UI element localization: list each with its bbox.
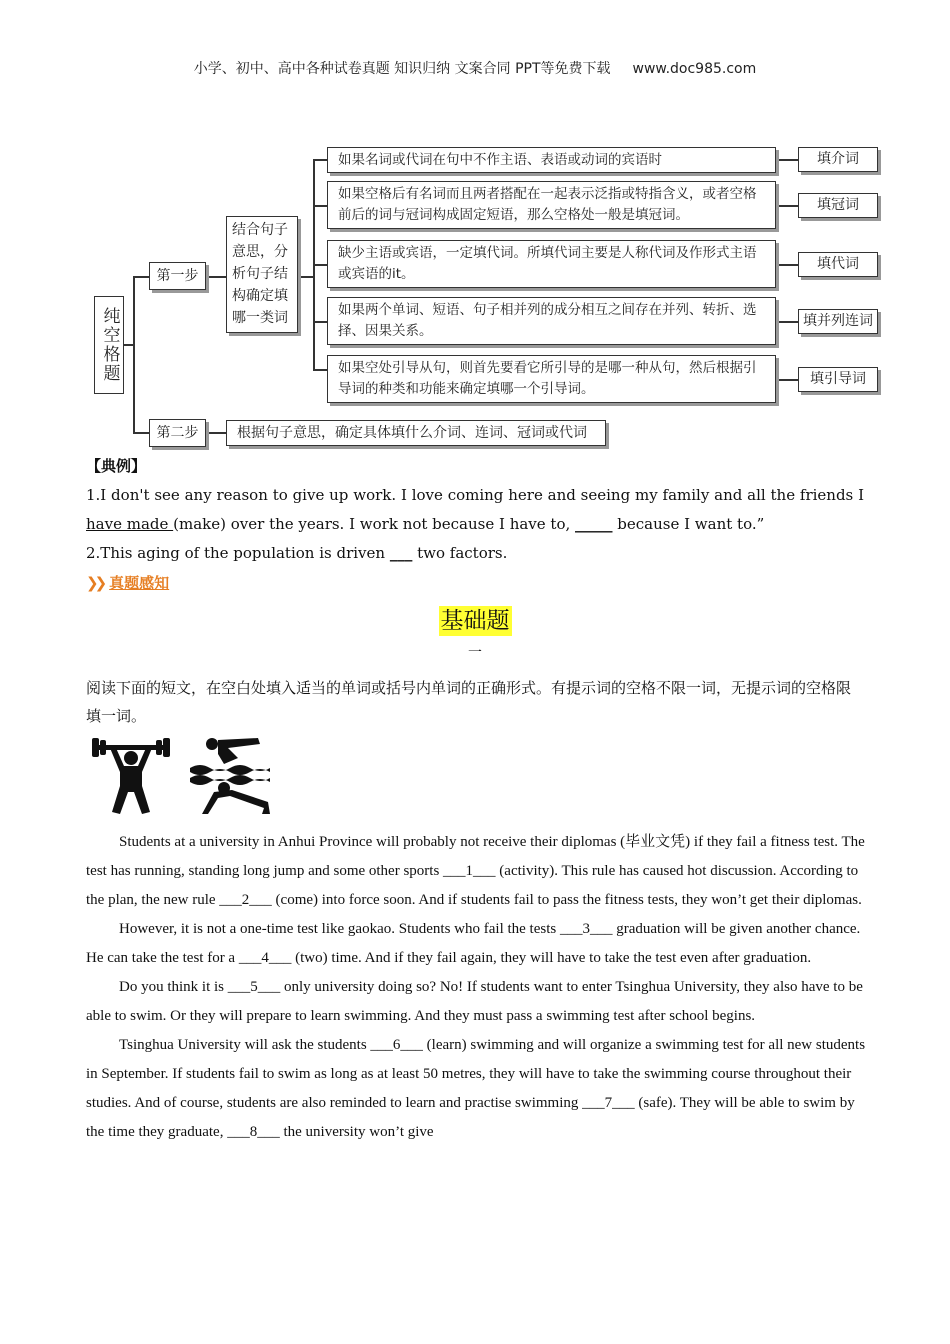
connector [313, 369, 327, 371]
example-2 [86, 539, 864, 568]
connector [298, 276, 314, 278]
example-1-text-b: (make) over the years. I work not because I have to, [173, 515, 576, 533]
real-questions-link[interactable] [86, 572, 169, 593]
connector [313, 264, 327, 266]
swimming-icon [188, 736, 278, 816]
connector [313, 321, 327, 323]
connector [206, 276, 226, 278]
rule-box-2: 如果空格后有名词而且两者搭配在一起表示泛指或特指含义，或者空格前后的词与冠词构成固定短语，那么空格处一般是填冠词。 [327, 181, 776, 229]
example-1-blank: _____ [575, 515, 613, 533]
tag-conjunction: 填并列连词 [798, 309, 878, 334]
step-two-text: 根据句子意思，确定具体填什么介词、连词、冠词或代词 [226, 420, 606, 446]
rule-box-1: 如果名词或代词在句中不作主语、表语或动词的宾语时 [327, 147, 776, 173]
header-text: 小学、初中、高中各种试卷真题 知识归纳 文案合同 PPT等免费下载 [193, 61, 611, 77]
paragraph-2: However, it is not a one-time test like gaokao. Students who fail the tests ___3___ graduation will be given another chance. He can take the test for a ___4___ (two) time. And if they fail again, they will have to take the test even after graduation. [86, 921, 861, 966]
connector [133, 432, 149, 434]
example-1-text-c: because I want to.” [612, 515, 765, 533]
tag-preposition: 填介词 [798, 147, 878, 172]
examples-heading: 【典例】 [86, 457, 147, 475]
examples-title [86, 452, 864, 481]
connector [776, 205, 798, 207]
connector [776, 379, 798, 381]
example-1-text: 1.I don't see any reason to give up work. I love coming here and seeing my family and all the friends I [86, 486, 864, 504]
step-one: 第一步 [149, 262, 206, 290]
rule-box-3: 缺少主语或宾语，一定填代词。所填代词主要是人称代词及作形式主语或宾语的it。 [327, 240, 776, 288]
section-number: 一 [468, 645, 482, 661]
rule-box-4: 如果两个单词、短语、句子相并列的成分相互之间存在并列、转折、选择、因果关系。 [327, 297, 776, 345]
connector [313, 159, 327, 161]
analysis-box: 结合句子意思，分析句子结构确定填哪一类词 [226, 216, 298, 333]
reading-passage [86, 828, 866, 1147]
example-1 [86, 481, 864, 539]
sport-icons [92, 736, 272, 820]
connector [133, 276, 149, 278]
connector [206, 432, 226, 434]
diagram-root: 纯空格题 [94, 296, 124, 394]
connector [776, 321, 798, 323]
example-2-blank: ___ [389, 544, 413, 562]
paragraph-1: Students at a university in Anhui Province will probably not receive their diplomas (毕业文凭) if they fail a fitness test. The test has running, standing long jump and some other sports ___1___ (activity). This rule has caused hot discussion. According to the plan, the new rule ___2___ (come) into force soon. And if students fail to pass the fitness tests, they won’t get their diplomas. [86, 834, 865, 908]
section-title [0, 602, 950, 635]
connector [776, 159, 798, 161]
connector [313, 205, 327, 207]
header-site: www.doc985.com [632, 61, 757, 77]
instruction-text: 阅读下面的短文，在空白处填入适当的单词或括号内单词的正确形式。有提示词的空格不限一词，无提示词的空格限填一词。 [86, 679, 852, 725]
real-questions-label: 真题感知 [109, 574, 170, 592]
example-2-text-b: two factors. [412, 544, 508, 562]
paragraph-3: Do you think it is ___5___ only university doing so? No! If students want to enter Tsinghua University, they also have to be able to swim. Or they will prepare to learn swimming. And they must pass a swimming test after school begins. [86, 979, 863, 1024]
tag-connective: 填引导词 [798, 367, 878, 392]
tag-pronoun: 填代词 [798, 252, 878, 277]
example-1-answer: have made [86, 515, 174, 533]
section-title-text: 基础题 [440, 608, 510, 634]
tag-article: 填冠词 [798, 193, 878, 218]
double-chevron-icon: ❯❯ [86, 574, 104, 592]
connector [133, 276, 135, 433]
connector [776, 264, 798, 266]
page-header [0, 58, 950, 78]
step-two: 第二步 [149, 419, 206, 447]
example-2-text: 2.This aging of the population is driven [86, 544, 390, 562]
rule-box-5: 如果空处引导从句，则首先要看它所引导的是哪一种从句，然后根据引导词的种类和功能来确定填哪一个引导词。 [327, 355, 776, 403]
paragraph-4: Tsinghua University will ask the students ___6___ (learn) swimming and will organize a swimming test for all new students in September. If students fail to swim as long as at least 50 metres, they will have to take the swimming course throughout their studies. And of course, students are also reminded to learn and practise swimming ___7___ (safe). They will be able to swim by the time they graduate, ___8___ the university won’t give [86, 1037, 866, 1140]
